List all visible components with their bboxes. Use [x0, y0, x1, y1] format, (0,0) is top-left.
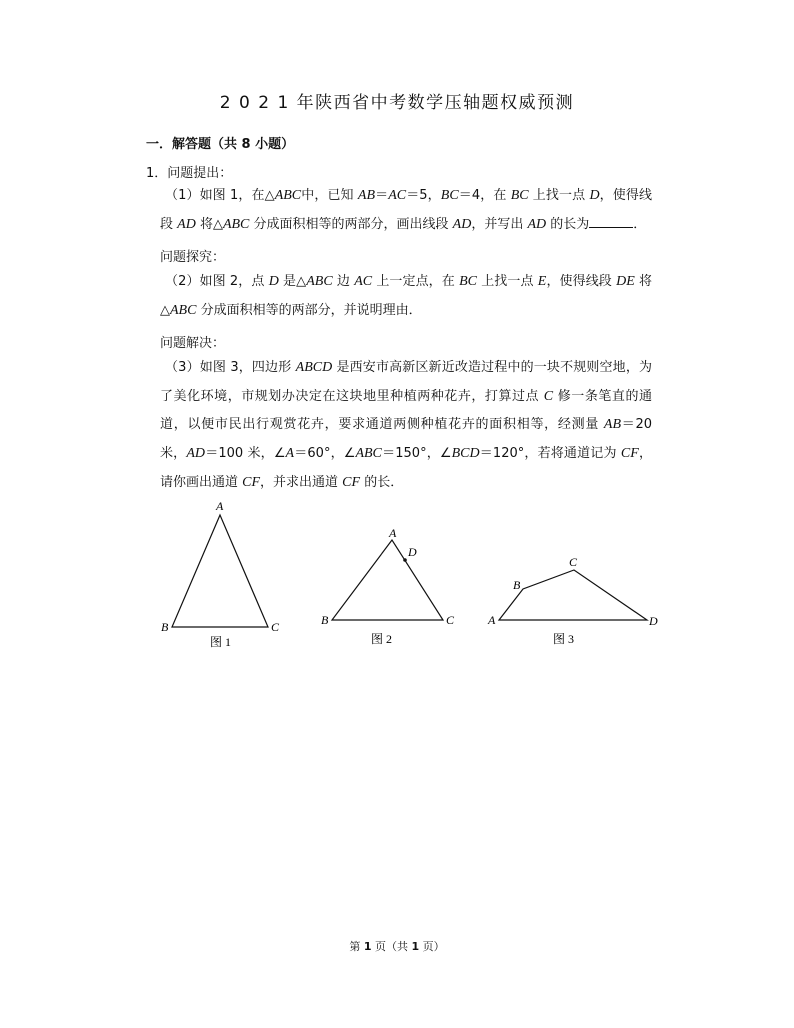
fig1-label-a: A — [216, 499, 224, 513]
figure-2 — [321, 526, 455, 646]
explore-label: 问题探究： — [160, 250, 226, 265]
quadrilateral-abcd-fig3 — [499, 570, 647, 620]
fig2-label-a: A — [389, 526, 397, 540]
fig2-label-b: B — [321, 613, 329, 627]
solve-label: 问题解决： — [160, 336, 226, 351]
fig3-label-a: A — [488, 613, 496, 627]
triangle-abc-fig1 — [172, 515, 268, 627]
fig3-label-b: B — [513, 578, 521, 592]
figure-1 — [161, 499, 280, 649]
fig3-label-d: D — [649, 614, 658, 628]
document-title: 2 0 2 1 年陕西省中考数学压轴题权威预测 — [219, 93, 575, 113]
page-footer: 第 1 页（共 1 页） — [349, 940, 445, 953]
question-part-2: （2）如图 2，点 D 是△ABC 边 AC 上一定点，在 BC 上找一点 E，使得线段 DE 将△ABC 分成面积相等的两部分，并说明理由． — [160, 274, 653, 318]
figure-3 — [487, 555, 658, 646]
fig2-label-d: D — [408, 545, 417, 559]
fig1-caption: 图 1 — [210, 635, 232, 649]
fig1-label-b: B — [161, 620, 169, 634]
question-part-1: （1）如图 1，在△ABC中，已知 AB＝AC＝5，BC＝4，在 BC 上找一点 D，使得线段 AD 将△ABC 分成面积相等的两部分，画出线段 AD，并写出 AD 的长为 ． — [160, 188, 652, 232]
fig2-caption: 图 2 — [371, 632, 393, 646]
fig3-caption: 图 3 — [553, 632, 575, 646]
fig2-label-c: C — [446, 613, 455, 627]
point-d-fig2 — [403, 558, 407, 562]
triangle-abc-fig2 — [332, 540, 443, 620]
question-part-3: （3）如图 3，四边形 ABCD 是西安市高新区新近改造过程中的一块不规则空地，为了美化环境，市规划办决定在这块地里种植两种花卉，打算过点 C 修一条笔直的通道，以便市民出行观赏花卉，要求通道两侧种植花卉的面积相等，经测量 AB＝20 米，AD＝100 米，∠A＝60°，∠ABC＝150°，∠BCD＝120°，若将通道记为 CF，请你画出通道 CF，并求出通道 CF 的长． — [160, 360, 652, 490]
section-heading: 一．解答题（共 8 小题） — [146, 137, 295, 152]
fig3-label-c: C — [569, 555, 578, 569]
fig1-label-c: C — [271, 620, 280, 634]
question-heading: 1．问题提出： — [146, 166, 233, 181]
